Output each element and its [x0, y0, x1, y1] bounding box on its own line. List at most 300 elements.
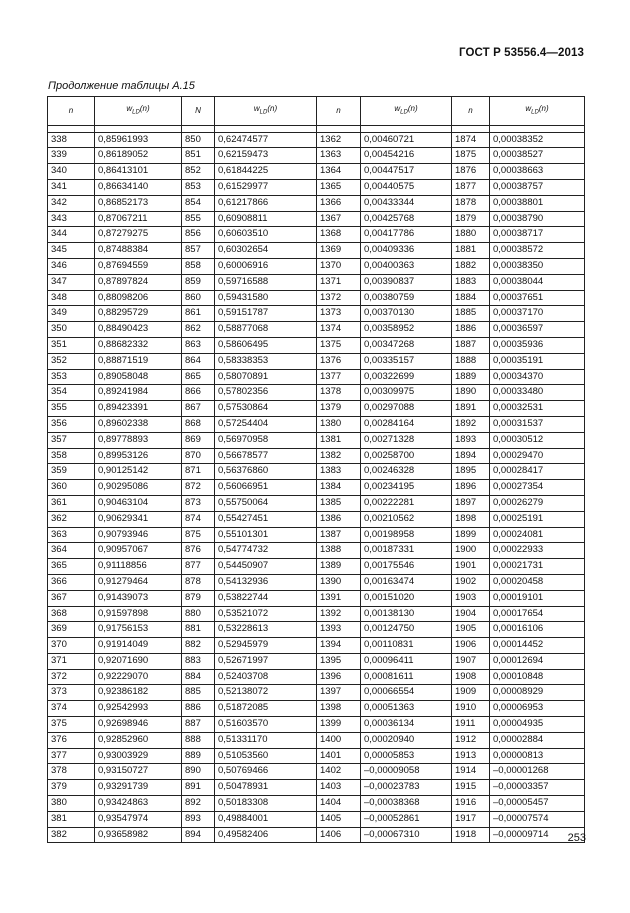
- value-cell: 0,85961993: [95, 132, 182, 148]
- index-cell: 864: [182, 353, 215, 369]
- index-cell: 888: [182, 732, 215, 748]
- index-cell: 365: [48, 559, 95, 575]
- column-header-subscript: LD: [259, 109, 268, 116]
- table-row: [48, 369, 585, 385]
- index-cell: 856: [182, 227, 215, 243]
- value-cell: 0,00014452: [490, 638, 585, 654]
- index-cell: 1900: [452, 543, 490, 559]
- table-row: [48, 796, 585, 812]
- index-cell: 1388: [317, 543, 361, 559]
- index-cell: 886: [182, 701, 215, 717]
- value-cell: 0,00037170: [490, 306, 585, 322]
- index-cell: 883: [182, 653, 215, 669]
- index-cell: 878: [182, 574, 215, 590]
- index-cell: 884: [182, 669, 215, 685]
- index-cell: 869: [182, 432, 215, 448]
- index-cell: 1917: [452, 811, 490, 827]
- value-cell: 0,00440575: [361, 179, 452, 195]
- index-cell: 375: [48, 717, 95, 733]
- table-row: [48, 669, 585, 685]
- header-row: [48, 97, 585, 126]
- value-cell: 0,60603510: [215, 227, 317, 243]
- column-header-symbol: w: [253, 104, 260, 113]
- index-cell: 1915: [452, 780, 490, 796]
- index-cell: 1918: [452, 827, 490, 843]
- index-cell: 1886: [452, 322, 490, 338]
- value-cell: 0,00210562: [361, 511, 452, 527]
- index-cell: 1903: [452, 590, 490, 606]
- value-cell: 0,56970958: [215, 432, 317, 448]
- table-row: [48, 448, 585, 464]
- value-cell: 0,58070891: [215, 369, 317, 385]
- value-cell: 0,00038790: [490, 211, 585, 227]
- gap-cell: [361, 125, 452, 132]
- index-cell: 1909: [452, 685, 490, 701]
- index-cell: 850: [182, 132, 215, 148]
- index-cell: 1391: [317, 590, 361, 606]
- index-cell: 862: [182, 322, 215, 338]
- index-cell: 341: [48, 179, 95, 195]
- value-cell: 0,00347268: [361, 337, 452, 353]
- index-cell: 378: [48, 764, 95, 780]
- index-cell: 1374: [317, 322, 361, 338]
- value-cell: 0,52945979: [215, 638, 317, 654]
- index-cell: 1889: [452, 369, 490, 385]
- value-cell: 0,00010848: [490, 669, 585, 685]
- value-cell: 0,90957067: [95, 543, 182, 559]
- index-cell: 882: [182, 638, 215, 654]
- index-cell: 1910: [452, 701, 490, 717]
- index-cell: 1877: [452, 179, 490, 195]
- index-cell: 1389: [317, 559, 361, 575]
- table-body: [48, 125, 585, 843]
- index-cell: 374: [48, 701, 95, 717]
- index-cell: 1875: [452, 148, 490, 164]
- index-cell: 1375: [317, 337, 361, 353]
- index-cell: 863: [182, 337, 215, 353]
- value-cell: 0,00400363: [361, 258, 452, 274]
- index-cell: 857: [182, 243, 215, 259]
- table-row: [48, 480, 585, 496]
- value-cell: 0,00029470: [490, 448, 585, 464]
- value-cell: 0,59151787: [215, 306, 317, 322]
- index-cell: 347: [48, 274, 95, 290]
- index-cell: 364: [48, 543, 95, 559]
- value-cell: –0,00009714: [490, 827, 585, 843]
- index-cell: 1382: [317, 448, 361, 464]
- table-row: [48, 638, 585, 654]
- index-cell: 894: [182, 827, 215, 843]
- index-cell: 377: [48, 748, 95, 764]
- index-cell: 893: [182, 811, 215, 827]
- gap-cell: [215, 125, 317, 132]
- index-cell: 1366: [317, 195, 361, 211]
- column-header-symbol: n: [336, 106, 341, 116]
- value-cell: 0,51331170: [215, 732, 317, 748]
- index-cell: 874: [182, 511, 215, 527]
- value-cell: 0,00002884: [490, 732, 585, 748]
- index-cell: 891: [182, 780, 215, 796]
- table-row: [48, 258, 585, 274]
- value-cell: 0,00124750: [361, 622, 452, 638]
- value-cell: 0,93291739: [95, 780, 182, 796]
- index-cell: 1378: [317, 385, 361, 401]
- value-cell: 0,00051363: [361, 701, 452, 717]
- value-cell: 0,90793946: [95, 527, 182, 543]
- index-cell: 382: [48, 827, 95, 843]
- index-cell: 876: [182, 543, 215, 559]
- table-row: [48, 416, 585, 432]
- value-cell: 0,00460721: [361, 132, 452, 148]
- value-cell: 0,92852960: [95, 732, 182, 748]
- index-cell: 376: [48, 732, 95, 748]
- index-cell: 866: [182, 385, 215, 401]
- column-header: [215, 97, 317, 126]
- column-header-argument: (n): [538, 104, 549, 113]
- index-cell: 362: [48, 511, 95, 527]
- value-cell: 0,00034370: [490, 369, 585, 385]
- index-cell: 1390: [317, 574, 361, 590]
- table-row: [48, 401, 585, 417]
- table-row: [48, 717, 585, 733]
- column-header-subscript: LD: [132, 109, 140, 116]
- index-cell: 348: [48, 290, 95, 306]
- value-cell: 0,88682332: [95, 337, 182, 353]
- value-cell: –0,00023783: [361, 780, 452, 796]
- value-cell: 0,92386182: [95, 685, 182, 701]
- column-header-subscript: LD: [531, 109, 539, 116]
- column-header-symbol: w: [394, 104, 401, 113]
- value-cell: 0,88295729: [95, 306, 182, 322]
- table-row: [48, 385, 585, 401]
- value-cell: 0,87488384: [95, 243, 182, 259]
- index-cell: 1393: [317, 622, 361, 638]
- value-cell: 0,00030512: [490, 432, 585, 448]
- index-cell: 885: [182, 685, 215, 701]
- value-cell: 0,00081611: [361, 669, 452, 685]
- column-header-symbol: n: [68, 106, 74, 116]
- index-cell: 1891: [452, 401, 490, 417]
- value-cell: 0,00447517: [361, 164, 452, 180]
- value-cell: 0,00038350: [490, 258, 585, 274]
- index-cell: 1892: [452, 416, 490, 432]
- value-cell: 0,00038757: [490, 179, 585, 195]
- column-header: [48, 97, 95, 126]
- index-cell: 339: [48, 148, 95, 164]
- index-cell: 1377: [317, 369, 361, 385]
- table-row: [48, 322, 585, 338]
- table-row: [48, 195, 585, 211]
- index-cell: 356: [48, 416, 95, 432]
- index-cell: 1398: [317, 701, 361, 717]
- value-cell: 0,00358952: [361, 322, 452, 338]
- value-cell: 0,93424863: [95, 796, 182, 812]
- value-cell: 0,57254404: [215, 416, 317, 432]
- index-cell: 890: [182, 764, 215, 780]
- table-row: [48, 274, 585, 290]
- value-cell: 0,56376860: [215, 464, 317, 480]
- value-cell: 0,00006953: [490, 701, 585, 717]
- gap-cell: [490, 125, 585, 132]
- index-cell: 1895: [452, 464, 490, 480]
- column-header: [95, 97, 182, 126]
- value-cell: 0,88871519: [95, 353, 182, 369]
- value-cell: 0,52403708: [215, 669, 317, 685]
- index-cell: 867: [182, 401, 215, 417]
- gap-cell: [48, 125, 95, 132]
- value-cell: 0,00035191: [490, 353, 585, 369]
- page-number: 253: [567, 832, 586, 844]
- index-cell: 1896: [452, 480, 490, 496]
- value-cell: 0,00309975: [361, 385, 452, 401]
- table-row: [48, 511, 585, 527]
- index-cell: 1402: [317, 764, 361, 780]
- value-cell: –0,00038368: [361, 796, 452, 812]
- value-cell: 0,00409336: [361, 243, 452, 259]
- value-cell: 0,50183308: [215, 796, 317, 812]
- index-cell: 1399: [317, 717, 361, 733]
- index-cell: 353: [48, 369, 95, 385]
- value-cell: 0,00433344: [361, 195, 452, 211]
- index-cell: 1386: [317, 511, 361, 527]
- index-cell: 852: [182, 164, 215, 180]
- value-cell: 0,61529977: [215, 179, 317, 195]
- value-cell: 0,93003929: [95, 748, 182, 764]
- column-header: [452, 97, 490, 126]
- index-cell: 1376: [317, 353, 361, 369]
- value-cell: 0,00284164: [361, 416, 452, 432]
- value-cell: 0,00234195: [361, 480, 452, 496]
- value-cell: 0,00036134: [361, 717, 452, 733]
- index-cell: 1879: [452, 211, 490, 227]
- value-cell: 0,87694559: [95, 258, 182, 274]
- index-cell: 361: [48, 495, 95, 511]
- value-cell: 0,91439073: [95, 590, 182, 606]
- value-cell: 0,00038572: [490, 243, 585, 259]
- value-cell: 0,89241984: [95, 385, 182, 401]
- index-cell: 1899: [452, 527, 490, 543]
- value-cell: 0,00271328: [361, 432, 452, 448]
- value-cell: 0,89423391: [95, 401, 182, 417]
- value-cell: 0,55427451: [215, 511, 317, 527]
- value-cell: 0,59716588: [215, 274, 317, 290]
- value-cell: 0,92698946: [95, 717, 182, 733]
- index-cell: 371: [48, 653, 95, 669]
- value-cell: 0,00175546: [361, 559, 452, 575]
- value-cell: 0,00335157: [361, 353, 452, 369]
- value-cell: –0,00009058: [361, 764, 452, 780]
- table-row: [48, 432, 585, 448]
- table-row: [48, 527, 585, 543]
- index-cell: 1874: [452, 132, 490, 148]
- value-cell: –0,00001268: [490, 764, 585, 780]
- value-cell: –0,00052861: [361, 811, 452, 827]
- value-cell: 0,00022933: [490, 543, 585, 559]
- value-cell: 0,91279464: [95, 574, 182, 590]
- table-row: [48, 211, 585, 227]
- value-cell: 0,00222281: [361, 495, 452, 511]
- table-row: [48, 827, 585, 843]
- value-cell: 0,00025191: [490, 511, 585, 527]
- index-cell: 1914: [452, 764, 490, 780]
- index-cell: 1878: [452, 195, 490, 211]
- index-cell: 1380: [317, 416, 361, 432]
- gap-cell: [182, 125, 215, 132]
- index-cell: 1372: [317, 290, 361, 306]
- table-row: [48, 543, 585, 559]
- table-header: [48, 97, 585, 126]
- index-cell: 873: [182, 495, 215, 511]
- index-cell: 1902: [452, 574, 490, 590]
- value-cell: 0,87067211: [95, 211, 182, 227]
- value-cell: 0,55750064: [215, 495, 317, 511]
- value-cell: 0,62159473: [215, 148, 317, 164]
- value-cell: 0,00096411: [361, 653, 452, 669]
- value-cell: 0,58877068: [215, 322, 317, 338]
- value-cell: 0,53822744: [215, 590, 317, 606]
- index-cell: 340: [48, 164, 95, 180]
- table-row: [48, 701, 585, 717]
- index-cell: 370: [48, 638, 95, 654]
- header-gap-row: [48, 125, 585, 132]
- value-cell: 0,50769466: [215, 764, 317, 780]
- value-cell: 0,93547974: [95, 811, 182, 827]
- index-cell: 1363: [317, 148, 361, 164]
- value-cell: 0,89602338: [95, 416, 182, 432]
- index-cell: 855: [182, 211, 215, 227]
- value-cell: 0,00026279: [490, 495, 585, 511]
- value-cell: 0,51053560: [215, 748, 317, 764]
- value-cell: 0,00417786: [361, 227, 452, 243]
- index-cell: 1392: [317, 606, 361, 622]
- index-cell: 1905: [452, 622, 490, 638]
- table-row: [48, 132, 585, 148]
- value-cell: 0,90463104: [95, 495, 182, 511]
- value-cell: 0,91756153: [95, 622, 182, 638]
- value-cell: 0,00037651: [490, 290, 585, 306]
- coefficients-table: [47, 96, 585, 843]
- index-cell: 1384: [317, 480, 361, 496]
- index-cell: 363: [48, 527, 95, 543]
- index-cell: 858: [182, 258, 215, 274]
- value-cell: 0,90125142: [95, 464, 182, 480]
- table-row: [48, 353, 585, 369]
- index-cell: 345: [48, 243, 95, 259]
- value-cell: 0,58606495: [215, 337, 317, 353]
- index-cell: 870: [182, 448, 215, 464]
- value-cell: 0,00246328: [361, 464, 452, 480]
- index-cell: 372: [48, 669, 95, 685]
- index-cell: 1400: [317, 732, 361, 748]
- index-cell: 354: [48, 385, 95, 401]
- table-row: [48, 780, 585, 796]
- gap-cell: [452, 125, 490, 132]
- index-cell: 860: [182, 290, 215, 306]
- index-cell: 1362: [317, 132, 361, 148]
- value-cell: 0,50478931: [215, 780, 317, 796]
- value-cell: 0,00187331: [361, 543, 452, 559]
- index-cell: 1883: [452, 274, 490, 290]
- value-cell: 0,88490423: [95, 322, 182, 338]
- value-cell: 0,86852173: [95, 195, 182, 211]
- index-cell: 1365: [317, 179, 361, 195]
- index-cell: 352: [48, 353, 95, 369]
- value-cell: 0,62474577: [215, 132, 317, 148]
- value-cell: 0,00038663: [490, 164, 585, 180]
- value-cell: 0,00035936: [490, 337, 585, 353]
- table-row: [48, 306, 585, 322]
- value-cell: 0,49884001: [215, 811, 317, 827]
- index-cell: 342: [48, 195, 95, 211]
- column-header-symbol: N: [195, 106, 201, 116]
- index-cell: 1367: [317, 211, 361, 227]
- value-cell: 0,87279275: [95, 227, 182, 243]
- table-row: [48, 464, 585, 480]
- index-cell: 1882: [452, 258, 490, 274]
- index-cell: 880: [182, 606, 215, 622]
- table-row: [48, 164, 585, 180]
- index-cell: 380: [48, 796, 95, 812]
- value-cell: 0,53228613: [215, 622, 317, 638]
- value-cell: 0,00004935: [490, 717, 585, 733]
- value-cell: 0,00020458: [490, 574, 585, 590]
- index-cell: 1911: [452, 717, 490, 733]
- index-cell: 344: [48, 227, 95, 243]
- value-cell: 0,00033480: [490, 385, 585, 401]
- index-cell: 355: [48, 401, 95, 417]
- index-cell: 1403: [317, 780, 361, 796]
- value-cell: 0,00110831: [361, 638, 452, 654]
- index-cell: 1396: [317, 669, 361, 685]
- value-cell: 0,57530864: [215, 401, 317, 417]
- index-cell: 1884: [452, 290, 490, 306]
- index-cell: 1876: [452, 164, 490, 180]
- value-cell: 0,00000813: [490, 748, 585, 764]
- index-cell: 367: [48, 590, 95, 606]
- value-cell: 0,54774732: [215, 543, 317, 559]
- value-cell: 0,55101301: [215, 527, 317, 543]
- value-cell: 0,00019101: [490, 590, 585, 606]
- index-cell: 366: [48, 574, 95, 590]
- index-cell: 865: [182, 369, 215, 385]
- value-cell: 0,93150727: [95, 764, 182, 780]
- value-cell: 0,00380759: [361, 290, 452, 306]
- index-cell: 892: [182, 796, 215, 812]
- index-cell: 1887: [452, 337, 490, 353]
- index-cell: 1890: [452, 385, 490, 401]
- index-cell: 1880: [452, 227, 490, 243]
- index-cell: 1894: [452, 448, 490, 464]
- index-cell: 1885: [452, 306, 490, 322]
- column-header: [361, 97, 452, 126]
- index-cell: 379: [48, 780, 95, 796]
- index-cell: 369: [48, 622, 95, 638]
- value-cell: 0,54132936: [215, 574, 317, 590]
- value-cell: 0,00017654: [490, 606, 585, 622]
- column-header: [490, 97, 585, 126]
- value-cell: 0,88098206: [95, 290, 182, 306]
- index-cell: 351: [48, 337, 95, 353]
- table-row: [48, 748, 585, 764]
- value-cell: 0,00028417: [490, 464, 585, 480]
- value-cell: 0,59431580: [215, 290, 317, 306]
- value-cell: 0,00024081: [490, 527, 585, 543]
- index-cell: 1371: [317, 274, 361, 290]
- value-cell: –0,00003357: [490, 780, 585, 796]
- value-cell: 0,00031537: [490, 416, 585, 432]
- index-cell: 1373: [317, 306, 361, 322]
- table-row: [48, 559, 585, 575]
